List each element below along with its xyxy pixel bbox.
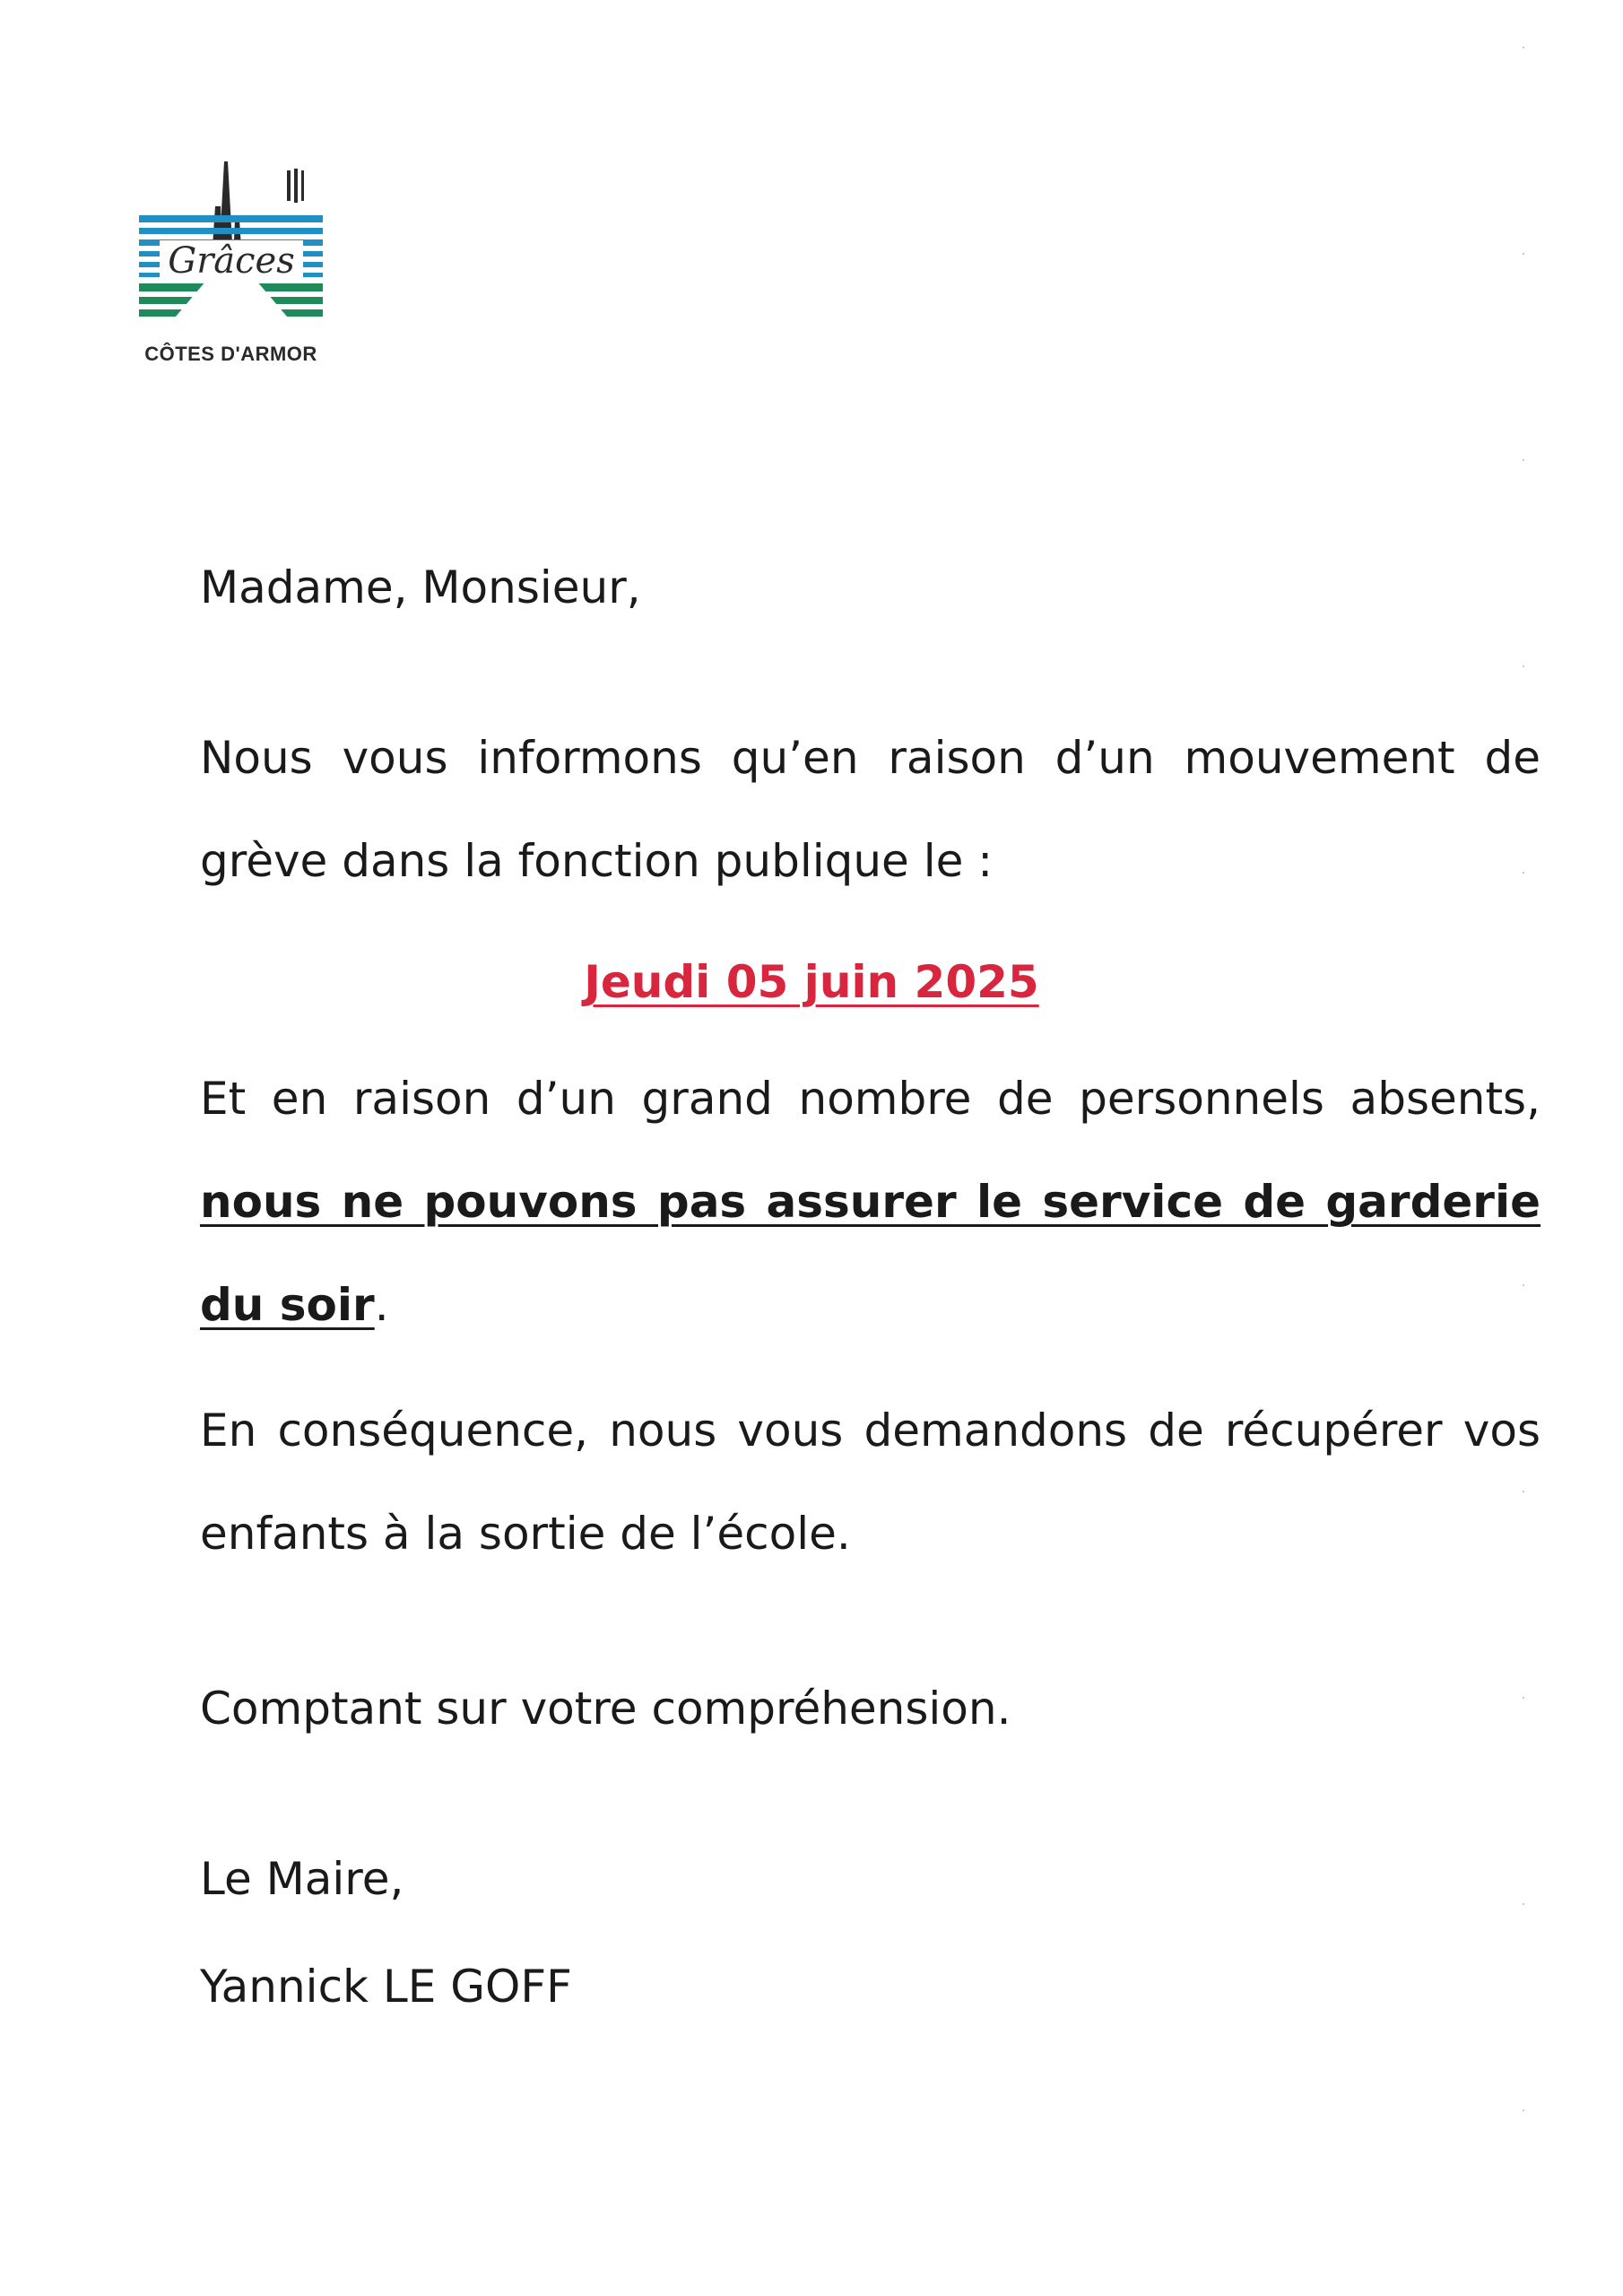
paragraph-1-text: Nous vous informons qu’en raison d’un mouvement de grève dans la fonction publique le : [200,732,1541,887]
service-cancellation-emphasis: nous ne pouvons pas assurer le service de garderie du soir [200,1176,1541,1331]
logo-caption: CÔTES D'ARMOR [144,343,317,365]
paragraph-2-text [200,1048,1541,1357]
paragraph-strike-notice [200,707,1541,913]
signature-title: Le Maire, [200,1853,404,1905]
strike-date: Jeudi 05 juin 2025 [584,956,1039,1008]
paragraph-consequence [200,1379,1541,1586]
paragraph-3-text: En conséquence, nous vous demandons de récupérer vos enfants à la sortie de l’école. [200,1405,1541,1560]
scan-speck [1523,665,1524,667]
greeting: Madame, Monsieur, [200,561,641,613]
scan-speck [1523,1697,1524,1699]
scan-speck [1523,872,1524,874]
closing-line: Comptant sur votre compréhension. [200,1683,1011,1735]
scan-speck [1523,1903,1524,1905]
signature-name: Yannick LE GOFF [200,1961,572,2013]
scan-speck [1523,47,1524,48]
paragraph-staff-absence [200,1048,1541,1357]
paragraph-2-end: . [374,1279,389,1331]
svg-text:Grâces: Grâces [168,240,295,282]
scan-speck [1523,2109,1524,2111]
graces-logo [135,152,327,377]
scan-speck [1523,459,1524,461]
graces-emblem-icon [135,152,327,336]
scan-speck [1523,1491,1524,1492]
paragraph-2-start: Et en raison d’un grand nombre de personnels absents, [200,1073,1541,1125]
scan-speck [1523,253,1524,255]
scan-speck [1523,1284,1524,1286]
